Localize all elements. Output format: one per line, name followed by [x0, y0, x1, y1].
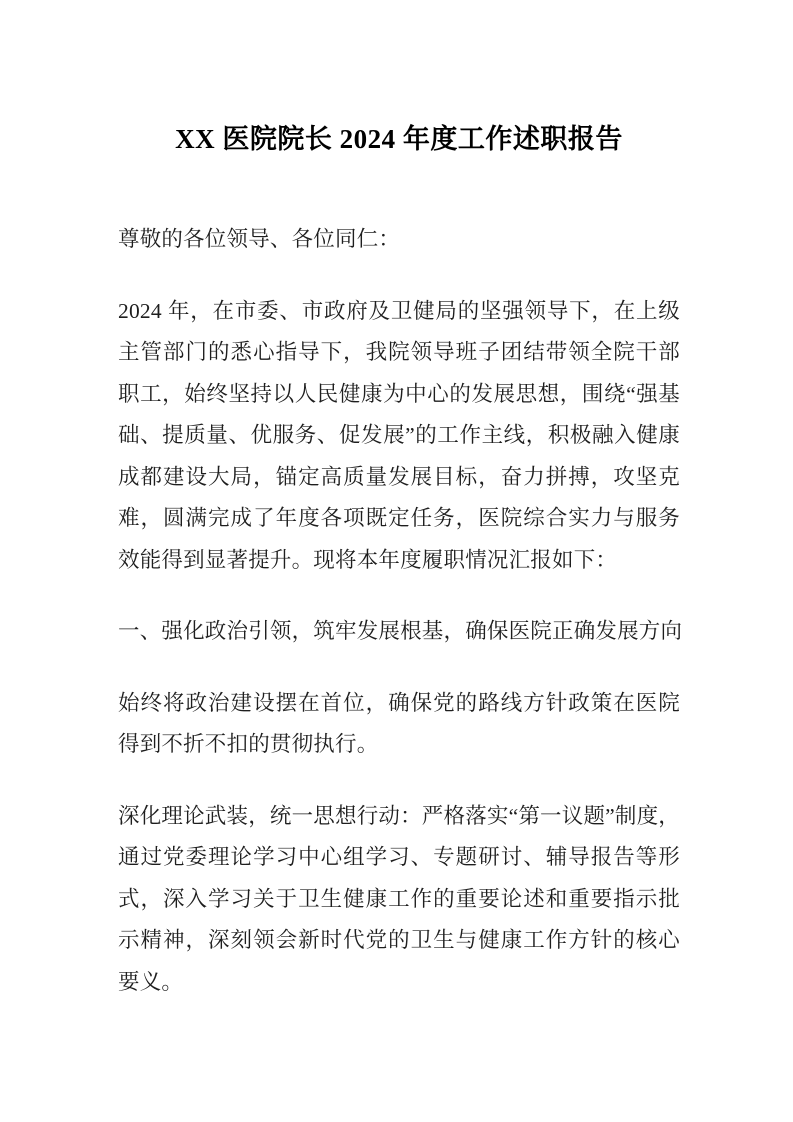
spacer: [118, 581, 680, 611]
spacer: [118, 653, 680, 683]
spacer-after-title: [118, 157, 680, 219]
section-heading-one: 一、强化政治引领，筑牢发展根基，确保医院正确发展方向: [118, 619, 683, 644]
spacer: [118, 261, 680, 291]
paragraph-section-one-intro: 始终将政治建设摆在首位，确保党的路线方针政策在医院得到不折不扣的贯彻执行。: [118, 690, 680, 757]
spacer: [118, 766, 680, 796]
page-title: XX 医院院长 2024 年度工作述职报告: [175, 124, 623, 154]
paragraph-section-one-point-one: 深化理论武装，统一思想行动：严格落实“第一议题”制度，通过党委理论学习中心组学习、专题研讨、辅导报告等形式，深入学习关于卫生健康工作的重要论述和重要指示批示精神，深刻领会新时代党的卫生与健康工作方针的核心要义。: [118, 803, 680, 994]
document-body: [118, 0, 683, 1003]
paragraph-opening: 2024 年，在市委、市政府及卫健局的坚强领导下，在上级主管部门的悉心指导下，我院领导班子团结带领全院干部职工，始终坚持以人民健康为中心的发展思想，围绕“强基础、提质量、优服务、促发展”的工作主线，积极融入健康成都建设大局，锚定高质量发展目标，奋力拼搏，攻坚克难，圆满完成了年度各项既定任务，医院综合实力与服务效能得到显著提升。现将本年度履职情况汇报如下：: [118, 298, 680, 572]
salutation: 尊敬的各位领导、各位同仁：: [118, 227, 401, 252]
